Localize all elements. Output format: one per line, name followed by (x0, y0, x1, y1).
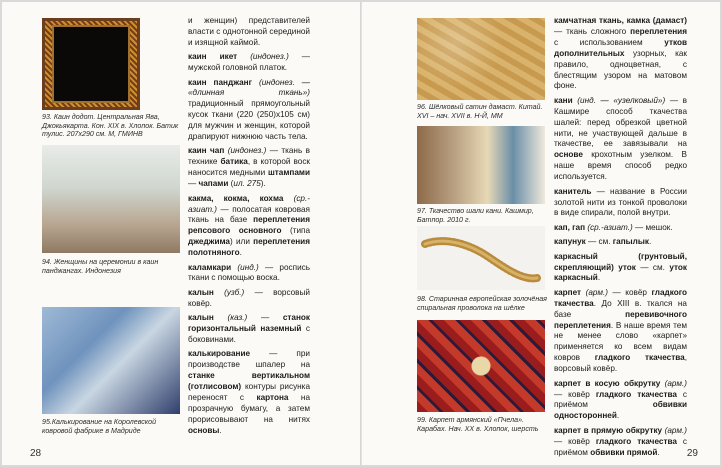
image-kain-dodot-center (54, 27, 128, 101)
text: — ковёр (607, 287, 652, 297)
text: — ткань в технике (188, 146, 310, 167)
text: — (188, 179, 199, 189)
text: ( (228, 179, 234, 189)
illustration-ref: ил. 275 (233, 179, 261, 189)
text: с приёмом (554, 389, 687, 410)
term: каин панджанг (188, 77, 253, 87)
term-ref: обвивки прямой (590, 447, 658, 457)
caption-95: 95.Калькирование на Королевской ковровой фабрике в Мадриде (42, 418, 157, 435)
term: каркасный (грунтовый, скрепляющий) уток (554, 251, 687, 272)
text: — (247, 313, 283, 323)
entry-karpet-kosuyu (554, 379, 687, 423)
term-ref: батика (220, 157, 248, 167)
image-gold-spiral-wire (417, 226, 545, 290)
definition: традиционный прямоугольный кусок ткани (220 (250)х105 см) для мужчин и женщин, которой драпируют нижнюю часть тела. (188, 99, 310, 142)
text: с приёмом (554, 436, 687, 457)
image-armenian-carpet (417, 320, 545, 412)
text: — название в России золотой нити из тонкой проволоки в виде спирали, полой внутри. (554, 186, 687, 218)
image-silk-damask (417, 18, 545, 100)
caption-99: 99. Карпет армянский «Пчела». Карабах. Нач. XX в. Хлопок, шерсть (417, 416, 539, 433)
text: . В наше время тем не менее слово «карпет» применяется ко всем видам ковров (554, 320, 687, 363)
entry-kalkirovanie (188, 349, 310, 436)
term-ref: переплетения (630, 26, 687, 36)
term-ref: переплетения репсового основного (188, 215, 310, 236)
entry-intro: и женщин) представителей власти с однотонной серединой и изящной каймой. (188, 16, 310, 47)
spiral-wire-illustration (417, 226, 545, 290)
term-ref: гладкого ткачества (595, 389, 677, 399)
note: (инд. — «узелковый») (577, 95, 666, 105)
right-text-column (554, 16, 687, 462)
text: ) или (230, 237, 254, 247)
text: ). (260, 179, 266, 189)
page-number-right: 29 (686, 448, 698, 459)
term: карпет в прямую обкрутку (554, 425, 663, 435)
text: . (657, 447, 660, 457)
page-number-left: 28 (30, 448, 42, 459)
text: — ковёр (554, 436, 596, 446)
caption-96: 96. Шёлковый сатин дамаст. Китай. XVI – нач. XVII в. Н-Й, ММ (417, 103, 543, 120)
term-ref: гапылык (612, 237, 649, 247)
text: . (239, 248, 242, 258)
term-ref: гладкого ткачества (594, 353, 685, 363)
text: — полосатая ковровая ткань на базе (188, 204, 310, 225)
text: с боковинами. (188, 324, 310, 344)
note: (индонез.) (227, 146, 267, 156)
image-kani-weaving (417, 126, 545, 204)
term: калын (188, 313, 214, 323)
term-ref: гладкого ткачества (595, 436, 677, 446)
text: — см. (585, 237, 613, 247)
term-ref: уток каркасный (554, 262, 687, 283)
note: (ср.-азиат.) (587, 222, 633, 232)
entry-kani (554, 96, 687, 183)
term: калын (188, 287, 214, 297)
text: . (219, 425, 222, 435)
text: , в которой воск наносится медными (188, 157, 310, 178)
entry-kakma (188, 194, 310, 259)
definition: — роспись ткани с помощью воска. (188, 262, 310, 283)
term-ref: картона (256, 393, 289, 402)
text: — в Кашмире способ ткачества шалей: перед обрезкой цветной нити, не участвующей дальше в ткачестве, ее завязывали на (554, 95, 687, 149)
text: (типа (281, 226, 310, 236)
definition: — ворсовый ковёр. (188, 287, 310, 308)
text: с использованием (554, 37, 665, 47)
term: какма, кокма, кохма (188, 193, 284, 203)
definition: — мешок. (632, 222, 673, 232)
term: канитель (554, 186, 592, 196)
term-ref: джеджима (188, 237, 230, 247)
term-ref: станок горизонтальный наземный (188, 313, 310, 334)
note: (индонез.) (250, 52, 289, 62)
image-tracing (42, 307, 180, 414)
text: — ковёр (554, 389, 596, 399)
term: каин чап (188, 146, 225, 156)
entry-kap (554, 223, 687, 234)
term: кани (554, 95, 573, 105)
note: (инд.) (237, 262, 259, 272)
text: контуры рисунка переносят с (188, 382, 310, 402)
entry-karpet (554, 288, 687, 375)
entry-kamchatnaya (554, 16, 687, 92)
term-ref: переплетения полотняного (188, 237, 310, 258)
caption-97: 97. Ткачество шали кани. Кашмир, Батпор. 2010 г. (417, 207, 534, 224)
text: . (597, 273, 601, 283)
text: , ворсовый ковёр. (554, 353, 687, 374)
image-kain-dodot (42, 18, 140, 110)
text: — при производстве шпалер на (188, 349, 310, 370)
term-ref: основе (554, 150, 583, 160)
text: узорных, как правило, однoцветная, с блестящим узором на матовом фоне. (554, 48, 687, 91)
entry-kalyn-kaz (188, 313, 310, 346)
text: крохотным узелком. В наше время способ редко используется. (554, 150, 687, 182)
text: . До XIII в. ткался на базе (554, 298, 687, 319)
entry-karkasny-utok (554, 252, 687, 285)
term-ref: обвивки односторонней (554, 400, 687, 421)
left-page (2, 2, 360, 465)
right-page (362, 2, 720, 465)
left-text-column (188, 16, 310, 440)
term: камчатная ткань, камка (554, 16, 650, 25)
caption-98: 98. Старинная европейская золочёная спиральная проволока на шёлке (417, 295, 547, 312)
note: (арм.) (585, 287, 608, 297)
note: (каз.) (227, 313, 248, 323)
term-ref: станке вертикальном (готлисовом) (188, 371, 310, 392)
note: (узб.) (224, 287, 245, 297)
note: (арм.) (664, 378, 687, 388)
entry-kanitel (554, 187, 687, 220)
term: кап, гап (554, 222, 586, 232)
term-ref: перевивочного переплетения (554, 309, 687, 330)
definition: мужской головной платок. (188, 63, 288, 73)
term: калькирование (188, 349, 251, 359)
term-ref: гладкого ткачества (554, 287, 687, 308)
note: (арм.) (664, 425, 688, 435)
entry-kalyn-uzb (188, 288, 310, 310)
entry-kapunuk (554, 237, 687, 248)
image-women-ceremony (42, 145, 180, 253)
note: (дамаст) (652, 16, 687, 25)
term: карпет в косую обкрутку (554, 378, 661, 388)
term: каламкари (188, 262, 232, 272)
text: на прозрачную бумагу, а затем прорисовывают на нитях (188, 393, 311, 424)
entry-kain-chap (188, 146, 310, 190)
text: — ткань сложного (554, 26, 631, 36)
note: (индонез. — «длинная ткань») (188, 77, 310, 98)
text: . (648, 237, 652, 247)
text: . (616, 411, 620, 421)
dash: — (288, 52, 310, 62)
entry-kain-panjang (188, 78, 310, 143)
note: (ср.-азиат.) (188, 193, 310, 214)
entry-kalamkari (188, 263, 310, 285)
caption-94: 94. Женщины на церемонии в каин панджангах. Индонезия (42, 258, 159, 275)
term: каин икет (188, 52, 238, 62)
term-ref: штампами (267, 168, 310, 178)
term-ref: основы (188, 425, 220, 435)
term: капунук (554, 237, 586, 247)
entry-karpet-pryamuyu (554, 426, 687, 459)
caption-93: 93. Каин додот. Центральная Ява, Джокьякарта. Кон. XIX в. Хлопок. Батик тулис. 207х290 см. М, ГМИНВ (42, 113, 179, 139)
term: карпет (554, 287, 582, 297)
term-ref: чапами (198, 179, 229, 189)
term-ref: утков дополнительных (554, 37, 687, 58)
text: — см. (635, 262, 670, 272)
entry-kain-iket (188, 52, 310, 74)
